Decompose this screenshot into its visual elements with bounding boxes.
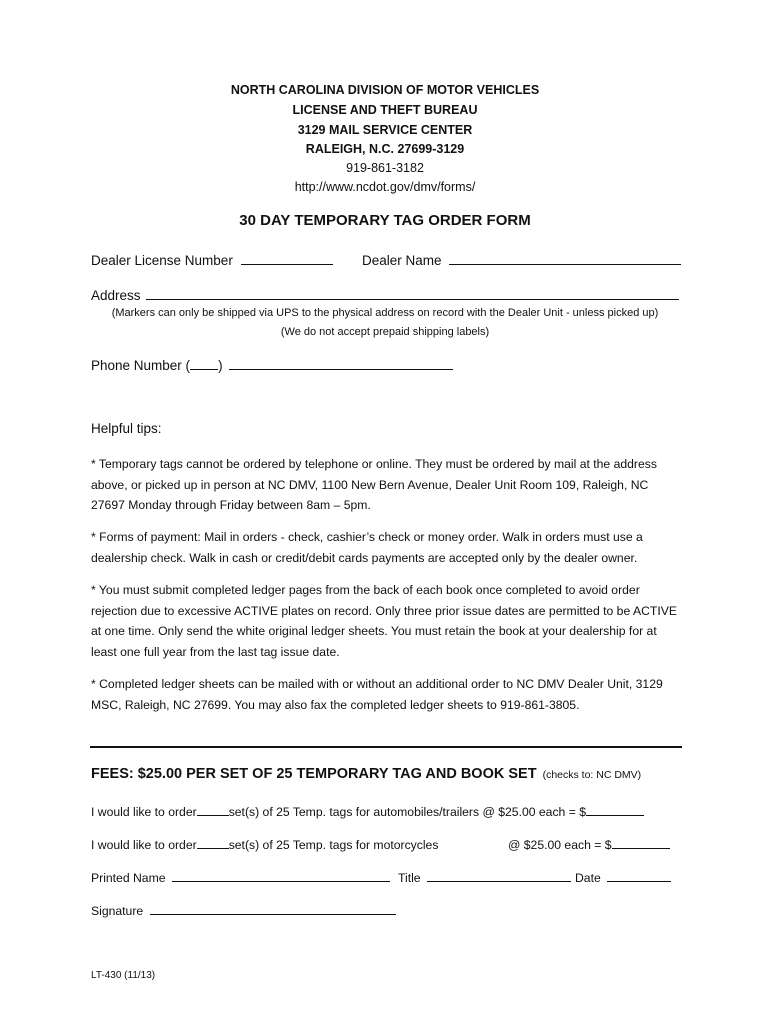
printed-name-label: Printed Name [91, 871, 166, 885]
date-label: Date [575, 871, 601, 885]
tip-item: * Forms of payment: Mail in orders - check, cashier’s check or money order. Walk in orders must use a dealership check. Walk in cash or credit/debit cards payments are accepted only by the dealer owner. [91, 530, 643, 565]
date-field [575, 869, 671, 885]
phone-field [91, 357, 453, 373]
order-automobiles-suffix: set(s) of 25 Temp. tags for automobiles/trailers @ $25.00 each = $ [228, 805, 586, 819]
header-phone: 919-861-3182 [346, 161, 424, 175]
phone-area-code-input[interactable] [190, 357, 218, 370]
tip-item: * You must submit completed ledger pages from the back of each book once completed to avoid order rejection due to excessive ACTIVE plates on record. Only three prior issue dates are permitted to be ACTIVE at one time. Only send the white original ledger sheets. You must retain the book at your dealership for at least one full year from the last tag issue date. [91, 583, 677, 659]
tips-heading: Helpful tips: [91, 421, 162, 436]
signature-label: Signature [91, 904, 144, 918]
signature-input[interactable] [150, 902, 396, 915]
address-field [91, 287, 679, 303]
tip-item: * Temporary tags cannot be ordered by telephone or online. They must be ordered by mail at the address above, or picked up in person at NC DMV, 1100 New Bern Avenue, Dealer Unit Room 109, Raleigh, NC 27697 Monday through Friday between 8am – 5pm. [91, 457, 657, 512]
fees-heading [91, 766, 641, 782]
dealer-license-input[interactable] [241, 252, 333, 265]
form-title: 30 DAY TEMPORARY TAG ORDER FORM [239, 212, 531, 229]
phone-paren-close: ) [218, 358, 223, 373]
order-motorcycles-total-input[interactable] [612, 836, 670, 849]
title-input[interactable] [427, 869, 571, 882]
order-motorcycles-row [91, 836, 438, 852]
order-automobiles-qty-input[interactable] [197, 803, 229, 816]
mail-center: 3129 MAIL SERVICE CENTER [297, 123, 473, 137]
order-motorcycles-price-label: @ $25.00 each = $ [508, 838, 612, 852]
title-field [398, 869, 571, 885]
printed-name-input[interactable] [172, 869, 390, 882]
dealer-license-label: Dealer License Number [91, 253, 233, 268]
address-note-shipping: (Markers can only be shipped via UPS to the physical address on record with the Dealer Unit - unless picked up) [111, 307, 659, 319]
order-motorcycles-prefix: I would like to order [91, 838, 197, 852]
section-divider [90, 746, 682, 748]
bureau-name: LICENSE AND THEFT BUREAU [292, 103, 478, 117]
order-automobiles-prefix: I would like to order [91, 805, 197, 819]
order-motorcycles-suffix: set(s) of 25 Temp. tags for motorcycles [228, 838, 439, 852]
title-label: Title [398, 871, 421, 885]
dealer-name-input[interactable] [449, 252, 681, 265]
tip-item: * Completed ledger sheets can be mailed with or without an additional order to NC DMV Dealer Unit, 3129 MSC, Raleigh, NC 27699. You may also fax the completed ledger sheets to 919-861-3805. [91, 677, 663, 712]
address-label: Address [91, 288, 141, 303]
phone-number-input[interactable] [229, 357, 453, 370]
city-zip: RALEIGH, N.C. 27699-3129 [305, 142, 465, 156]
order-automobiles-total-input[interactable] [586, 803, 644, 816]
printed-name-field [91, 869, 390, 885]
dealer-name-label: Dealer Name [362, 253, 442, 268]
fees-heading-text: FEES: $25.00 PER SET OF 25 TEMPORARY TAG AND BOOK SET [91, 766, 537, 782]
date-input[interactable] [607, 869, 671, 882]
agency-name: NORTH CAROLINA DIVISION OF MOTOR VEHICLES [230, 83, 540, 97]
address-note-labels: (We do not accept prepaid shipping labels) [280, 326, 490, 338]
address-input[interactable] [146, 287, 679, 300]
dealer-license-field [91, 252, 333, 268]
dealer-name-field [362, 252, 681, 268]
form-code: LT-430 (11/13) [91, 970, 156, 981]
phone-label: Phone Number ( [91, 358, 191, 373]
header-url: http://www.ncdot.gov/dmv/forms/ [294, 180, 476, 194]
order-motorcycles-qty-input[interactable] [197, 836, 229, 849]
order-automobiles-row [91, 803, 644, 819]
signature-field [91, 902, 396, 918]
fees-checks-note: (checks to: NC DMV) [542, 769, 642, 781]
order-motorcycles-price [508, 836, 670, 852]
